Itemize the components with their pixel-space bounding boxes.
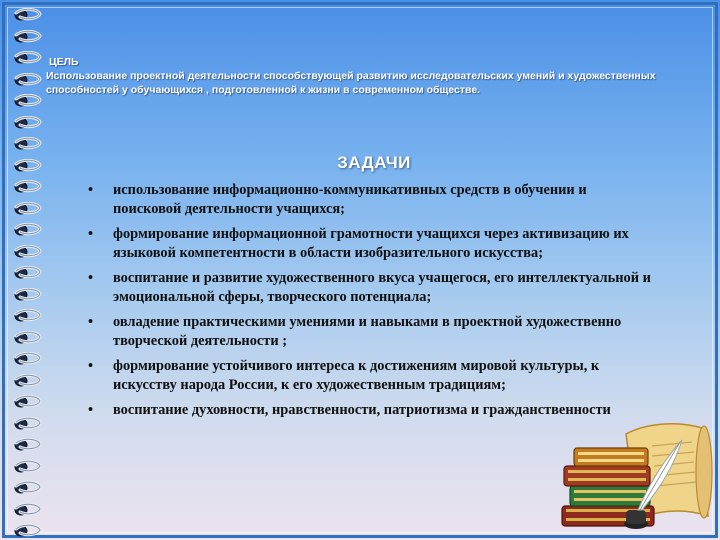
spiral-ring-icon [12, 8, 42, 22]
spiral-ring-icon [12, 503, 42, 517]
spiral-ring-icon [12, 288, 42, 302]
task-item [88, 269, 658, 307]
task-text: использование информационно-коммуникативных средств в обучении и поисковой деятельности учащихся; [113, 182, 587, 217]
task-text: воспитание и развитие художественного вкуса учащегося, его интеллектуальной и эмоциональной сферы, творческого потенциала; [113, 270, 651, 305]
spiral-ring-icon [12, 266, 42, 280]
bullet-icon: • [88, 226, 94, 242]
goal-label: ЦЕЛЬ [49, 56, 79, 68]
task-item [88, 313, 658, 351]
task-text: формирование устойчивого интереса к достижениям мировой культуры, к искусству народа России, к его художественным традициям; [113, 358, 600, 393]
spiral-ring-icon [12, 374, 42, 388]
spiral-ring-icon [12, 331, 42, 345]
task-text: овладение практическими умениями и навыками в проектной художественно творческой деятельности ; [113, 314, 622, 349]
spiral-ring-icon [12, 460, 42, 474]
spiral-ring-icon [12, 245, 42, 259]
tasks-title: ЗАДАЧИ [337, 153, 411, 172]
bullet-icon: • [88, 270, 94, 286]
books-scroll-quill-icon [556, 412, 716, 536]
task-item [88, 225, 658, 263]
goal-section [46, 55, 686, 97]
spiral-ring-icon [12, 309, 42, 323]
task-text: формирование информационной грамотности учащихся через активизацию их языковой компетентности в области изобразительного искусства; [113, 226, 629, 261]
spiral-ring-icon [12, 51, 42, 65]
bullet-icon: • [88, 358, 94, 374]
spiral-ring-icon [12, 352, 42, 366]
spiral-ring-icon [12, 116, 42, 130]
spiral-ring-icon [12, 94, 42, 108]
goal-text: Использование проектной деятельности способствующей развитию исследовательских умений и художественных способностей у обучающихся , подготовленной к жизни в современном обществе. [46, 70, 656, 96]
bullet-icon: • [88, 402, 94, 418]
bullet-icon: • [88, 182, 94, 198]
task-list [88, 181, 658, 426]
spiral-ring-icon [12, 524, 42, 538]
task-item [88, 181, 658, 219]
spiral-ring-icon [12, 30, 42, 44]
spiral-ring-icon [12, 438, 42, 452]
task-item [88, 357, 658, 395]
spiral-ring-icon [12, 417, 42, 431]
spiral-ring-icon [12, 481, 42, 495]
task-text: воспитание духовности, нравственности, патриотизма и гражданственности [113, 402, 611, 418]
spiral-ring-icon [12, 202, 42, 216]
spiral-ring-icon [12, 395, 42, 409]
spiral-ring-icon [12, 223, 42, 237]
spiral-binding-icon [6, 8, 46, 532]
spiral-ring-icon [12, 73, 42, 87]
spiral-ring-icon [12, 137, 42, 151]
bullet-icon: • [88, 314, 94, 330]
spiral-ring-icon [12, 180, 42, 194]
